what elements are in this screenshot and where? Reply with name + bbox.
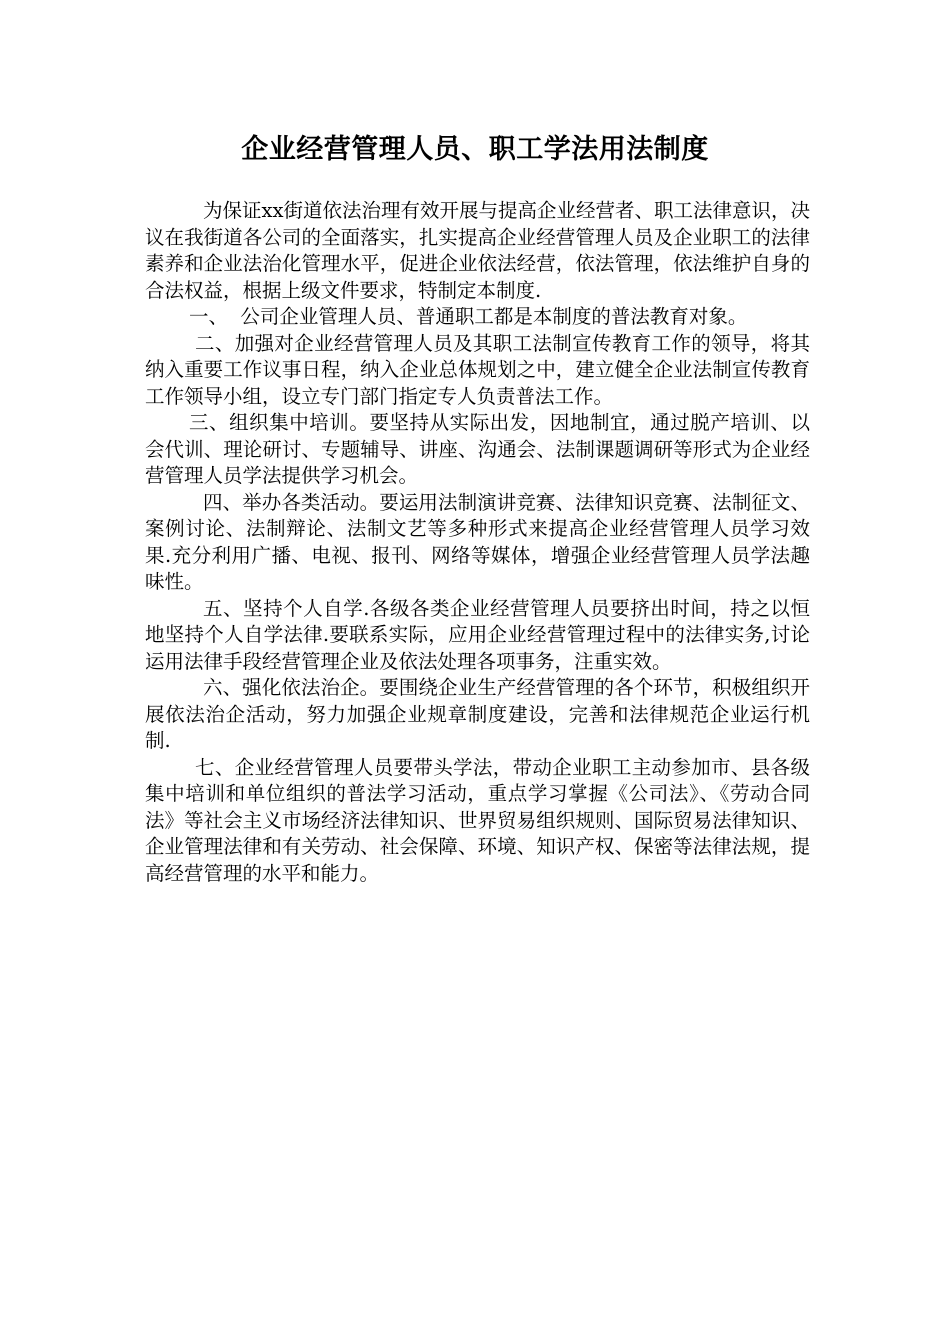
paragraph-item-3: 三、组织集中培训。要坚持从实际出发，因地制宜，通过脱产培训、以会代训、理论研讨、专题辅导、讲座、沟通会、法制课题调研等形式为企业经营管理人员学法提供学习机会。: [145, 411, 810, 487]
paragraph-item-4: 四、举办各类活动。要运用法制演讲竞赛、法律知识竞赛、法制征文、案例讨论、法制辩论、法制文艺等多种形式来提高企业经营管理人员学习效果.充分利用广播、电视、报刊、网络等媒体，增强企业经营管理人员学法趣味性。: [145, 490, 810, 593]
paragraph-item-1: 一、 公司企业管理人员、普通职工都是本制度的普法教育对象。: [189, 305, 748, 328]
paragraph-intro: 为保证xx街道依法治理有效开展与提高企业经营者、职工法律意识，决议在我街道各公司的全面落实，扎实提高企业经营管理人员及企业职工的法律素养和企业法治化管理水平，促进企业依法经营，依法管理，依法维护自身的合法权益，根据上级文件要求，特制定本制度.: [145, 199, 810, 302]
paragraph-item-2: 二、加强对企业经营管理人员及其职工法制宣传教育工作的领导，将其纳入重要工作议事日程，纳入企业总体规划之中，建立健全企业法制宣传教育工作领导小组，设立专门部门指定专人负责普法工作。: [145, 331, 810, 408]
paragraph-item-6: 六、强化依法治企。要围绕企业生产经营管理的各个环节，积极组织开展依法治企活动，努力加强企业规章制度建设，完善和法律规范企业运行机制.: [145, 676, 810, 752]
paragraph-item-7: 七、企业经营管理人员要带头学法，带动企业职工主动参加市、县各级集中培训和单位组织的普法学习活动，重点学习掌握《公司法》、《劳动合同法》等社会主义市场经济法律知识、世界贸易组织规则、国际贸易法律知识、企业管理法律和有关劳动、社会保障、环境、知识产权、保密等法律法规，提高经营管理的水平和能力。: [145, 755, 810, 885]
paragraph-item-5: 五、坚持个人自学.各级各类企业经营管理人员要挤出时间，持之以恒地坚持个人自学法律.要联系实际，应用企业经营管理过程中的法律实务,讨论运用法律手段经营管理企业及依法处理各项事务，注重实效。: [145, 596, 810, 673]
document-body: [145, 198, 810, 887]
document-title: 企业经营管理人员、职工学法用法制度: [241, 134, 709, 165]
